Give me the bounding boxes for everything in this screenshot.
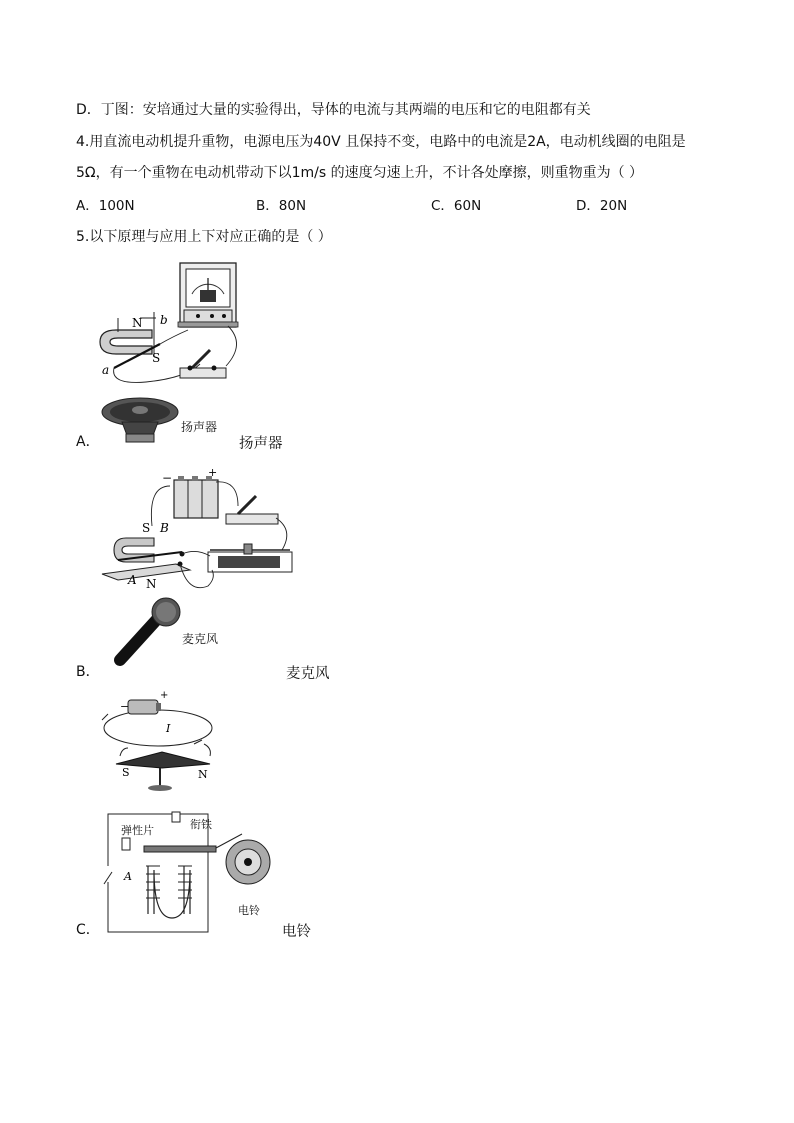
pole-n-label: N <box>132 316 143 330</box>
q5-c-figure <box>98 686 288 936</box>
point-b-label: b <box>160 313 168 327</box>
svg-text:B: B <box>160 521 169 535</box>
svg-text:I: I <box>166 722 171 735</box>
q5-c-relay-label-armature: 衔铁 <box>190 818 212 831</box>
pole-s-label: S <box>152 351 161 365</box>
svg-text:+: + <box>208 466 218 479</box>
horseshoe-magnet-icon <box>102 538 190 580</box>
q4-option-d: D．20N <box>576 198 628 214</box>
svg-text:N: N <box>198 768 208 781</box>
q5-c-fig-caption: 电铃 <box>238 904 260 917</box>
bell-icon <box>226 840 270 884</box>
q5-option-c-label: 电铃 <box>282 924 311 940</box>
svg-text:S: S <box>142 521 151 535</box>
q5-a-fig-caption: 扬声器 <box>181 420 218 434</box>
svg-text:−: − <box>162 471 173 485</box>
switch-icon <box>180 350 226 378</box>
q5-option-b-letter: B． <box>76 664 100 680</box>
switch-icon <box>226 496 278 524</box>
q5-option-a-label: 扬声器 <box>239 436 283 452</box>
q4-stem-line2: 5Ω，有一个重物在电动机带动下以1m/s 的速度匀速上升，不计各处摩擦，则重物重为（ ） <box>76 165 644 181</box>
svg-text:A: A <box>124 870 132 883</box>
current-loop <box>102 700 212 746</box>
q4-option-b: B．80N <box>256 198 307 214</box>
q5-stem: 5.以下原理与应用上下对应正确的是（ ） <box>76 229 332 245</box>
svg-text:S: S <box>122 766 130 779</box>
compass-needle-icon <box>116 744 210 791</box>
q4-stem-line1: 4.用直流电动机提升重物，电源电压为40V 且保持不变，电路中的电流是2A，电动机线圈的电阻是 <box>76 134 686 150</box>
q5-c-relay-label-spring: 弹性片 <box>121 824 154 837</box>
point-a-label: a <box>102 363 110 377</box>
q4-option-c: C．60N <box>431 198 482 214</box>
q4-option-a: A．100N <box>76 198 135 214</box>
galvanometer-icon <box>178 263 238 327</box>
q3-option-d: D．丁图：安培通过大量的实验得出，导体的电流与其两端的电压和它的电阻都有关 <box>76 102 591 118</box>
svg-text:N: N <box>146 577 157 591</box>
speaker-icon <box>102 398 178 442</box>
q5-option-a-letter: A． <box>76 434 100 450</box>
svg-text:A: A <box>128 573 137 587</box>
battery-icon <box>174 476 218 518</box>
rheostat-icon <box>208 544 292 572</box>
svg-text:−: − <box>120 700 130 713</box>
microphone-icon <box>120 598 180 660</box>
svg-text:+: + <box>160 690 169 701</box>
q5-option-b-label: 麦克风 <box>286 666 330 682</box>
q5-option-c-letter: C． <box>76 922 100 938</box>
q5-b-fig-caption: 麦克风 <box>182 632 219 646</box>
